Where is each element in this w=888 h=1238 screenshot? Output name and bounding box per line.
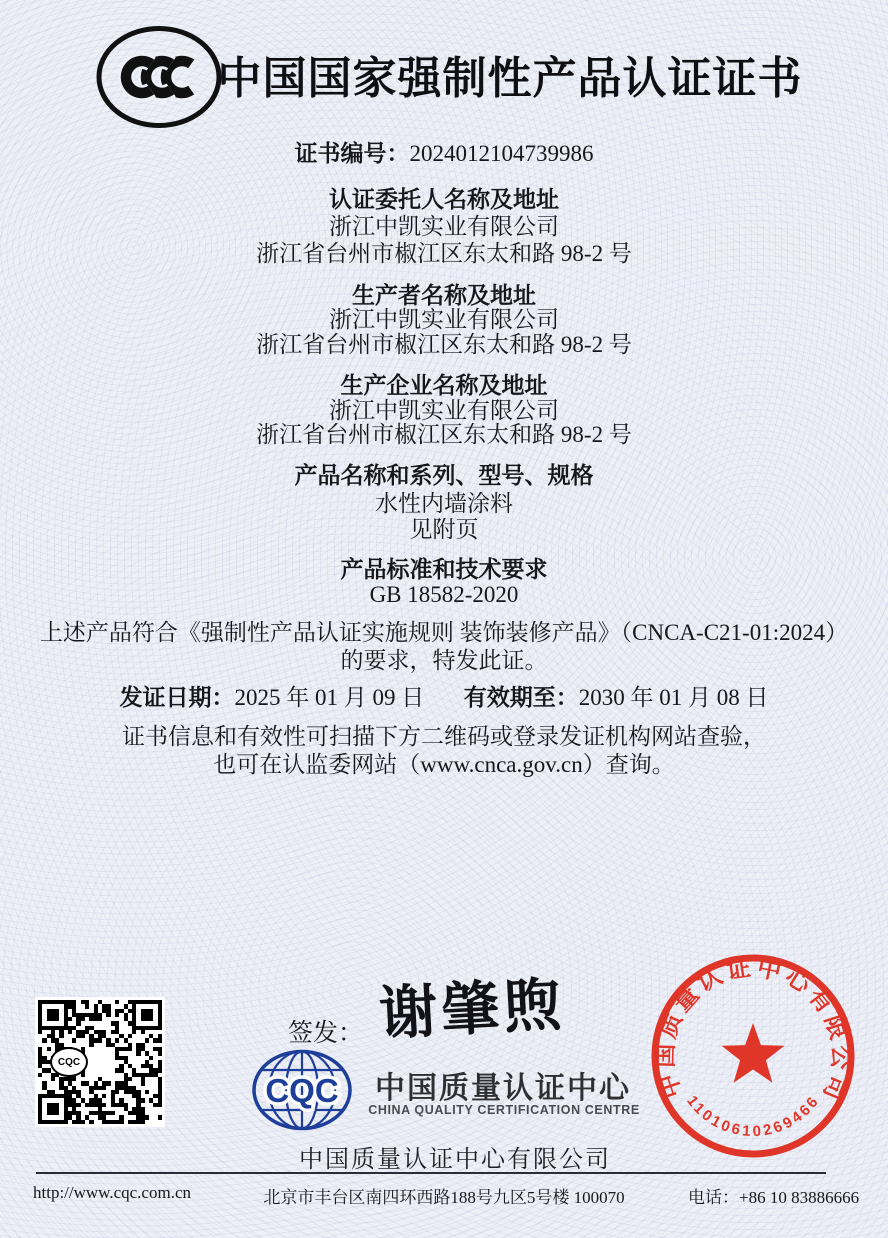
certificate-number: 2024012104739986 [409, 141, 594, 166]
certificate-number-line [0, 140, 888, 167]
issuer-name-en: CHINA QUALITY CERTIFICATION CENTRE [368, 1103, 640, 1117]
product-name: 水性内墙涂料 [375, 491, 513, 516]
issuer-signature: 谢肇煦 [377, 972, 567, 1047]
statement-line-1: 上述产品符合《强制性产品认证实施规则 装饰装修产品》（CNCA-C21-01:2024） [39, 620, 849, 645]
applicant-heading: 认证委托人名称及地址 [329, 187, 559, 212]
seal-ring-text: 中国质量认证中心有限公司 [652, 955, 854, 1108]
footer-phone-number: +86 10 83886666 [739, 1188, 860, 1207]
standard-value: GB 18582-2020 [369, 582, 519, 607]
applicant-address: 浙江省台州市椒江区东太和路 98-2 号 [256, 241, 632, 266]
footer-address: 北京市丰台区南四环西路188号九区5号楼 100070 [263, 1188, 625, 1207]
factory-heading: 生产企业名称及地址 [340, 373, 548, 398]
red-star-icon [722, 1023, 785, 1083]
issuer-company: 中国质量认证中心有限公司 [299, 1147, 611, 1173]
cqc-globe-icon [250, 1048, 354, 1132]
footer-website: http://www.cqc.com.cn [33, 1183, 191, 1202]
producer-heading: 生产者名称及地址 [352, 283, 536, 308]
producer-name: 浙江中凯实业有限公司 [329, 307, 559, 332]
certificate-title: 中国国家强制性产品认证证书 [217, 54, 803, 103]
seal-number: 11010610269466 [683, 1091, 824, 1141]
applicant-name: 浙江中凯实业有限公司 [329, 214, 559, 239]
svg-text:11010610269466 [683, 1092, 823, 1140]
footer-divider [36, 1172, 826, 1174]
company-seal [648, 951, 858, 1161]
footer-phone [688, 1183, 859, 1208]
valid-until: 2030 年 01 月 08 日 [578, 685, 769, 710]
dates-line [0, 684, 888, 711]
qr-center-logo: CQC [50, 1047, 88, 1077]
factory-name: 浙江中凯实业有限公司 [329, 398, 559, 423]
issue-date-label: 发证日期： [119, 685, 235, 710]
signed-by-label: 签发： [288, 1020, 364, 1047]
producer-address: 浙江省台州市椒江区东太和路 98-2 号 [256, 332, 632, 357]
certificate-number-label: 证书编号： [294, 141, 410, 166]
issue-date: 2025 年 01 月 09 日 [234, 685, 425, 710]
factory-address: 浙江省台州市椒江区东太和路 98-2 号 [256, 422, 632, 447]
statement-line-2: 的要求，特发此证。 [340, 648, 548, 673]
standard-heading: 产品标准和技术要求 [340, 557, 548, 582]
cqc-logo-letters: CQC [265, 1072, 339, 1109]
verify-line-2: 也可在认监委网站（www.cnca.gov.cn）查询。 [213, 752, 675, 777]
ccc-logo-icon [95, 25, 223, 129]
valid-until-label: 有效期至： [463, 685, 579, 710]
product-see-attachment: 见附页 [409, 517, 479, 542]
product-heading: 产品名称和系列、型号、规格 [294, 463, 594, 488]
footer-phone-label: 电话： [688, 1188, 739, 1207]
verify-line-1: 证书信息和有效性可扫描下方二维码或登录发证机构网站查验， [122, 724, 766, 749]
issuer-name-cn: 中国质量认证中心 [375, 1072, 631, 1105]
